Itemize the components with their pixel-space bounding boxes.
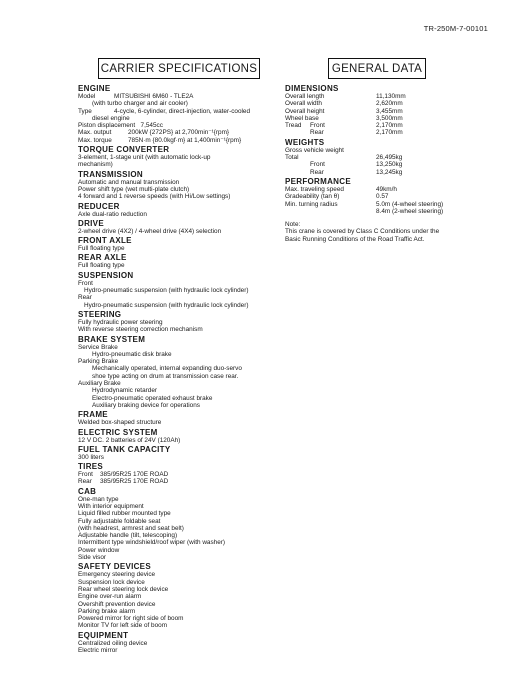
frame-section [78, 410, 278, 426]
spec-line: Overshift prevention device [78, 600, 156, 608]
spec-line: Full floating type [78, 262, 125, 270]
engine-type-sub: diesel engine [92, 114, 130, 122]
cab-section [78, 487, 278, 562]
spec-line: Emergency steering device [78, 571, 156, 579]
equipment-section [78, 631, 278, 655]
spec-line: 12 V DC. 2 batteries of 24V (120Ah) [78, 436, 181, 444]
fuel-section [78, 445, 278, 461]
perf-speed-row: Max. traveling speed 49km/h [285, 185, 397, 193]
dimensions-heading: DIMENSIONS [285, 84, 339, 93]
spec-line: Hydrodynamic retarder [92, 387, 157, 395]
weight-total-row: Total 26,495kg [285, 154, 403, 162]
suspension-heading: SUSPENSION [78, 270, 134, 280]
spec-line: Rear wheel steering lock device [78, 585, 169, 593]
spec-line: One-man type [78, 495, 119, 503]
torque-converter-heading: TORQUE CONVERTER [78, 145, 170, 155]
spec-line: Automatic and manual transmission [78, 178, 180, 186]
fuel-heading: FUEL TANK CAPACITY [78, 444, 171, 454]
spec-line: Axle dual-ratio reduction [78, 210, 147, 218]
spec-line: With interior equipment [78, 502, 144, 510]
reducer-heading: REDUCER [78, 201, 120, 211]
tread-front-row: Tread Front 2,170mm [285, 122, 403, 130]
spec-line: Rear [78, 294, 92, 302]
spec-line: Centralized oiling device [78, 639, 148, 647]
perf-turn-row-2: 8.4m (2-wheel steering) [376, 207, 444, 215]
spec-line: With reverse steering correction mechanism [78, 326, 203, 334]
spec-line: Engine over-run alarm [78, 593, 142, 601]
tires-rear: Rear 385/95R25 170E ROAD [78, 478, 169, 486]
frame-heading: FRAME [78, 410, 108, 420]
rear-axle-heading: REAR AXLE [78, 253, 127, 263]
tires-heading: TIRES [78, 462, 104, 472]
spec-line: Intermittent type windshield/roof wiper (with washer) [78, 539, 226, 547]
performance-section [285, 177, 485, 215]
note-label: Note: [285, 221, 301, 229]
equipment-heading: EQUIPMENT [78, 630, 129, 640]
drive-section [78, 219, 278, 235]
safety-section [78, 562, 278, 629]
engine-type: Type 4-cycle, 6-cylinder, direct-injection, water-cooled [78, 107, 251, 115]
engine-output: Max. output 200kW {272PS} at 2,700min⁻¹{rpm} [78, 129, 230, 137]
carrier-specifications-title: CARRIER SPECIFICATIONS [98, 58, 260, 79]
spec-line: Power window [78, 546, 120, 554]
electric-heading: ELECTRIC SYSTEM [78, 427, 158, 437]
note-block [285, 221, 485, 243]
dim-row: Overall width 2,620mm [285, 100, 403, 108]
general-data-title: GENERAL DATA [328, 58, 426, 79]
spec-line: Hydro-pneumatic disk brake [92, 350, 172, 358]
note-text: This crane is covered by Class C Conditions under the [285, 228, 440, 236]
spec-line: Auxiliary Brake [78, 380, 121, 388]
brake-heading: BRAKE SYSTEM [78, 334, 146, 344]
engine-piston: Piston displacement 7,545cc [78, 122, 163, 130]
spec-line: Electric mirror [78, 647, 118, 655]
engine-model-sub: (with turbo charger and air cooler) [92, 100, 188, 108]
steering-section [78, 310, 278, 334]
electric-section [78, 428, 278, 444]
engine-section [78, 84, 278, 144]
spec-line: Auxiliary braking device for operations [92, 401, 200, 409]
tread-rear-row: Rear 2,170mm [310, 129, 403, 137]
weights-section [285, 138, 485, 176]
spec-line: Side visor [78, 554, 107, 562]
suspension-section [78, 271, 278, 309]
spec-line: Electro-pneumatic operated exhaust brake [92, 394, 213, 402]
perf-turn-row: Min. turning radius 5.0m (4-wheel steering) [285, 200, 444, 208]
brake-section [78, 335, 278, 410]
perf-grade-row: Gradeability (tan θ) 0.57 [285, 193, 389, 201]
spec-line: Parking Brake [78, 358, 119, 366]
dim-row: Overall height 3,455mm [285, 107, 403, 115]
spec-line: shoe type acting on drum at transmission case rear. [92, 372, 239, 380]
front-axle-section [78, 236, 278, 252]
spec-line: Adjustable handle (tilt, telescoping) [78, 532, 178, 540]
steering-heading: STEERING [78, 309, 122, 319]
spec-line: (with headrest, armrest and seat belt) [78, 524, 184, 532]
spec-line: Service Brake [78, 343, 118, 351]
spec-line: 2-wheel drive (4X2) / 4-wheel drive (4X4) selection [78, 227, 222, 235]
tires-front: Front 385/95R25 170E ROAD [78, 471, 169, 479]
spec-line: Liquid filled rubber mounted type [78, 510, 171, 518]
spec-line: Hydro-pneumatic suspension (with hydraulic lock cylinder) [84, 287, 249, 295]
weight-rear-row: Rear 13,245kg [310, 168, 403, 176]
carrier-specifications-column [78, 84, 278, 655]
weights-gvw: Gross vehicle weight [285, 146, 344, 154]
rear-axle-section [78, 253, 278, 269]
spec-line: Suspension lock device [78, 578, 145, 586]
note-text: Basic Running Conditions of the Road Traffic Act. [285, 235, 425, 243]
spec-line: Fully hydraulic power steering [78, 318, 163, 326]
transmission-section [78, 170, 278, 201]
dimensions-section [285, 84, 485, 137]
safety-heading: SAFETY DEVICES [78, 562, 151, 572]
spec-line: Welded box-shaped structure [78, 419, 162, 427]
spec-line: Power shift type (wet multi-plate clutch) [78, 185, 190, 193]
spec-line: 4 forward and 1 reverse speeds (with Hi/Low settings) [78, 193, 231, 201]
spec-line: 300 liters [78, 453, 104, 461]
spec-line: Hydro-pneumatic suspension (with hydraulic lock cylinder) [84, 301, 249, 309]
spec-line: Full floating type [78, 245, 125, 253]
torque-converter-section [78, 145, 278, 169]
engine-heading: ENGINE [78, 84, 111, 93]
engine-torque: Max. torque 785N·m {80.0kgf·m} at 1,400min⁻¹{rpm} [78, 136, 242, 144]
weight-front-row: Front 13,250kg [310, 161, 403, 169]
tires-section [78, 462, 278, 486]
general-data-column [285, 84, 485, 243]
spec-line: Mechanically operated, internal expanding duo-servo [92, 365, 242, 373]
dim-row: Wheel base 3,500mm [285, 114, 403, 122]
spec-line: Parking brake alarm [78, 607, 136, 615]
performance-heading: PERFORMANCE [285, 176, 351, 186]
cab-heading: CAB [78, 486, 97, 496]
spec-line: mechanism) [78, 161, 113, 169]
engine-model: Model MITSUBISHI 6M60 - TLE2A [78, 93, 194, 100]
front-axle-heading: FRONT AXLE [78, 236, 132, 246]
weights-heading: WEIGHTS [285, 137, 325, 147]
dim-row: Overall length 11,130mm [285, 93, 406, 100]
spec-line: 3-element, 1-stage unit (with automatic lock-up [78, 154, 211, 162]
transmission-heading: TRANSMISSION [78, 169, 143, 179]
spec-line: Powered mirror for right side of boom [78, 615, 184, 623]
spec-line: Monitor TV for left side of boom [78, 622, 168, 630]
spec-line: Fully adjustable foldable seat [78, 517, 161, 525]
drive-heading: DRIVE [78, 218, 104, 228]
document-id: TR-250M-7-00101 [423, 24, 488, 33]
spec-line: Front [78, 279, 93, 287]
reducer-section [78, 202, 278, 218]
